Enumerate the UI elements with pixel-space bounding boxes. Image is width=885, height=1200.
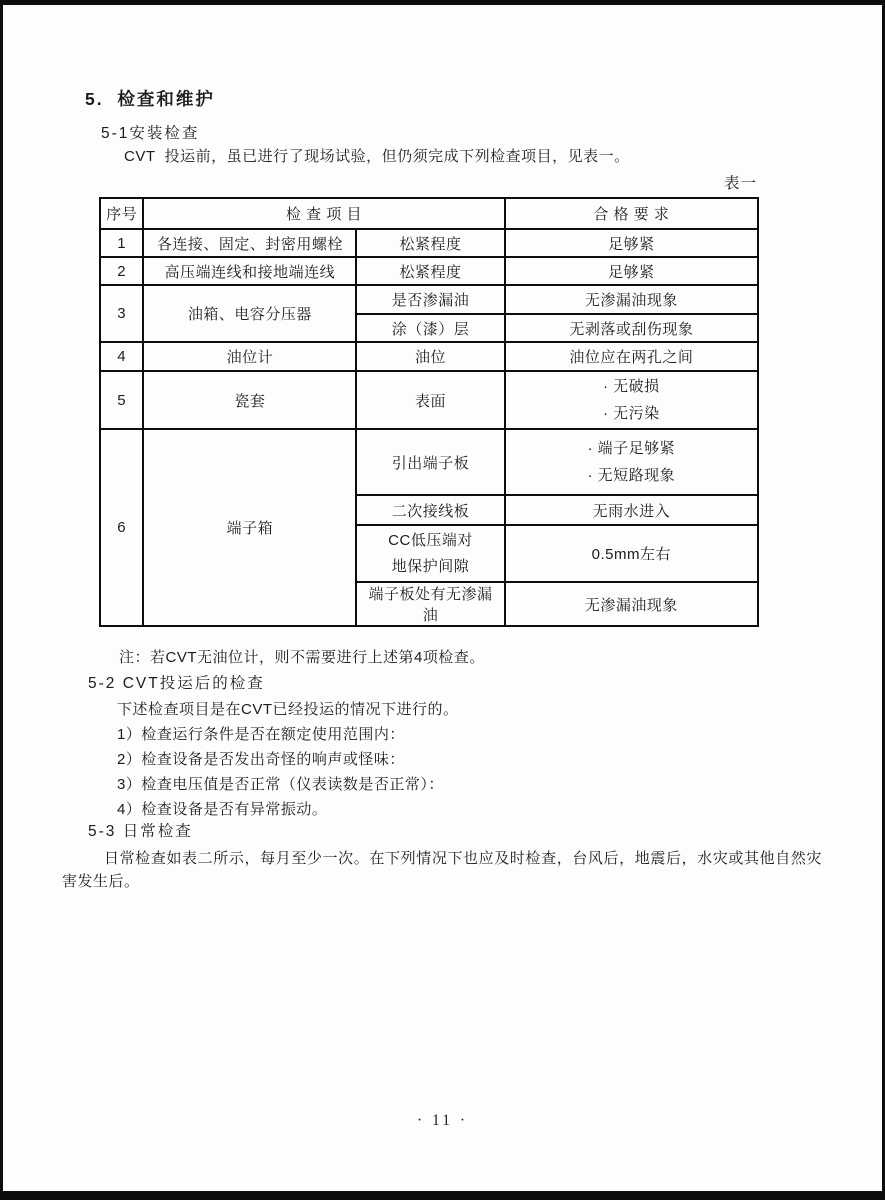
table-one-label: 表一	[723, 175, 757, 192]
inspection-table	[99, 197, 759, 627]
cell-subitem: 引出端子板	[356, 429, 504, 495]
cell-no: 5	[100, 371, 143, 429]
cell-subitem	[356, 525, 504, 582]
cell-item: 油箱、电容分压器	[143, 285, 356, 342]
subsection-title-install-check: 5-1安装检查	[101, 125, 200, 142]
cell-requirement: 足够紧	[505, 257, 758, 285]
header-cell-no: 序号	[100, 198, 143, 229]
section-title: 5. 检查和维护	[85, 89, 215, 109]
cell-subitem: 是否渗漏油	[356, 285, 504, 314]
cell-requirement: 油位应在两孔之间	[505, 342, 758, 371]
cell-subitem: 油位	[356, 342, 504, 371]
daily-check-paragraph: 日常检查如表二所示，每月至少一次。在下列情况下也应及时检查，台风后，地震后，水灾或其他自然灾害发生后。	[62, 850, 822, 890]
requirement-line: · 端子足够紧	[587, 440, 676, 457]
cell-item: 油位计	[143, 342, 356, 371]
header-cell-item: 检 查 项 目	[143, 198, 504, 229]
cell-no: 4	[100, 342, 143, 371]
cell-item: 各连接、固定、封密用螺栓	[143, 229, 356, 257]
subitem-line: CC低压端对	[388, 531, 473, 549]
table-row	[100, 285, 758, 314]
cell-requirement	[505, 371, 758, 429]
cell-no: 1	[100, 229, 143, 257]
cell-subitem: 松紧程度	[356, 257, 504, 285]
table-row	[100, 229, 758, 257]
requirement-line: · 无短路现象	[587, 467, 676, 484]
table-row	[100, 371, 758, 429]
check-list-item: 1）检查运行条件是否在额定使用范围内：	[117, 726, 405, 743]
header-cell-requirement: 合 格 要 求	[505, 198, 758, 229]
cell-requirement: 无雨水进入	[505, 495, 758, 525]
cell-item: 瓷套	[143, 371, 356, 429]
cell-no: 3	[100, 285, 143, 342]
table-row	[100, 342, 758, 371]
install-check-intro: CVT 投运前，虽已进行了现场试验，但仍须完成下列检查项目，见表一。	[124, 148, 630, 165]
cell-requirement: 无剥落或刮伤现象	[505, 314, 758, 342]
cell-subitem: 松紧程度	[356, 229, 504, 257]
cell-item: 高压端连线和接地端连线	[143, 257, 356, 285]
cell-requirement: 足够紧	[505, 229, 758, 257]
table-header-row	[100, 198, 758, 229]
table-note: 注：若CVT无油位计，则不需要进行上述第4项检查。	[119, 649, 485, 666]
cell-subitem: 涂（漆）层	[356, 314, 504, 342]
post-commissioning-intro: 下述检查项目是在CVT已经投运的情况下进行的。	[117, 701, 459, 718]
subitem-line: 地保护间隙	[391, 557, 470, 575]
cell-requirement: 无渗漏油现象	[505, 285, 758, 314]
check-list-item: 4）检查设备是否有异常振动。	[117, 801, 328, 818]
cell-requirement	[505, 429, 758, 495]
table-row	[100, 257, 758, 285]
subsection-title-post-commissioning: 5-2 CVT投运后的检查	[88, 675, 265, 692]
cell-subitem: 表面	[356, 371, 504, 429]
scan-edge-left	[0, 0, 3, 1200]
requirement-line: · 无污染	[603, 405, 660, 422]
scan-edge-bottom	[0, 1191, 885, 1200]
table-row	[100, 429, 758, 495]
requirement-line: · 无破损	[603, 378, 660, 395]
post-commissioning-block	[117, 700, 459, 825]
cell-no: 2	[100, 257, 143, 285]
check-list-item: 3）检查电压值是否正常（仪表读数是否正常）：	[117, 776, 444, 793]
cell-subitem: 端子板处有无渗漏油	[356, 582, 504, 626]
cell-item: 端子箱	[143, 429, 356, 626]
scan-edge-top	[0, 0, 885, 5]
subsection-title-daily-check: 5-3 日常检查	[88, 823, 193, 840]
page-number: · 11 ·	[417, 1112, 468, 1129]
cell-requirement: 无渗漏油现象	[505, 582, 758, 626]
cell-requirement: 0.5mm左右	[505, 525, 758, 582]
check-list-item: 2）检查设备是否发出奇怪的响声或怪味：	[117, 751, 405, 768]
cell-subitem: 二次接线板	[356, 495, 504, 525]
cell-no: 6	[100, 429, 143, 626]
